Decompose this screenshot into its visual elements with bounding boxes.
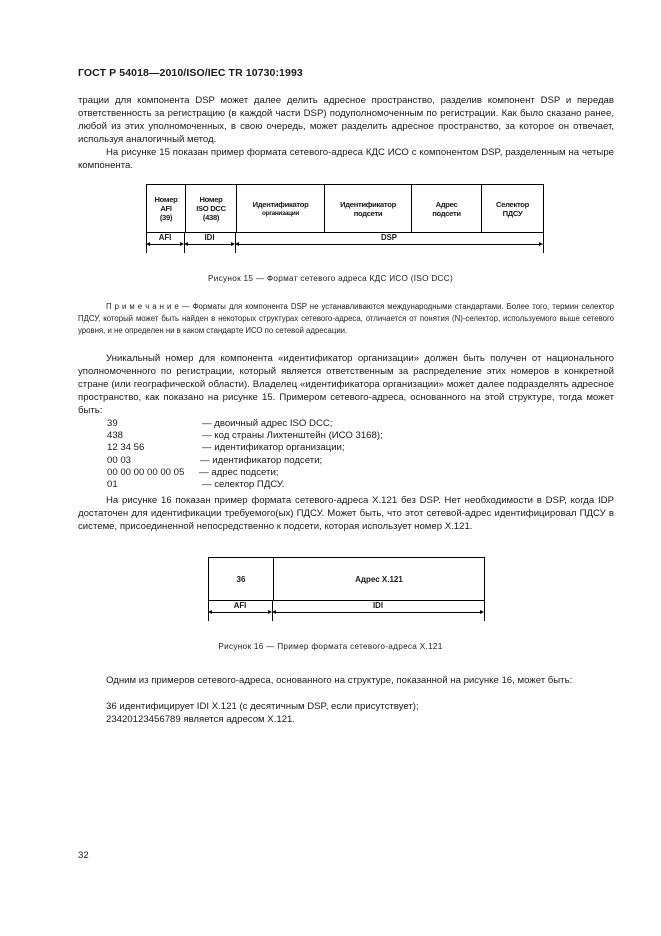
afi-segment [146,233,184,253]
field-organization-id: Идентификатор организации [237,185,325,232]
figure-15-diagram [146,184,544,253]
figure-16-caption: Рисунок 16 — Пример формата сетевого-адреса X.121 [218,642,443,651]
afi-label: AFI [158,233,172,242]
field-subnet-address: Адрес подсети [412,185,482,232]
figure-16-diagram [208,557,485,621]
example-line-idi: 36 идентифицирует IDI X.121 (с десятичным DSP, если присутствует); [106,701,419,712]
field-x121-address: Адрес X.121 [355,574,403,584]
address-format-row [146,184,544,233]
field-afi-number: Номер AFI (39) [147,185,186,232]
dsp-label: DSP [380,233,398,242]
double-arrow-icon [210,612,270,613]
field-nsap-selector: Селектор ПДСУ [496,199,529,218]
idi-segment [272,601,484,621]
document-header: ГОСТ Р 54018—2010/ISO/IEC TR 10730:1993 [78,67,303,79]
afi-label: AFI [233,601,247,610]
paragraph-org-id: Уникальный номер для компонента «идентификатор организации» должен быть получен от национального уполномоченного по регистрации, который является ответственным за распределение этих номеров в конкретной стране (или географической области). Владелец «идентификатора организации» может далее подразделять адресное пространство, как показано на рисунке 15. Примером сетевого-адреса, основанного на этой структуре, тогда может быть: [78,353,614,416]
paragraph-figure15-intro: На рисунке 15 показан пример формата сетевого-адреса КДС ИСО с компонентом DSP, разделенным на четыре компонента. [78,147,614,171]
field-afi-36: 36 [209,558,274,600]
example-line-x121: 23420123456789 является адресом X.121. [106,714,296,725]
dsp-segment [235,233,543,253]
page-number: 32 [78,850,89,861]
bracket-tick [543,233,544,253]
double-arrow-icon [148,244,182,245]
x121-format-row [208,557,485,601]
figure-15-brackets [146,233,544,253]
paragraph-figure16-intro: На рисунке 16 показан пример формата сетевого-адреса X.121 без DSP. Нет необходимости в DSP, когда IDP достаточен для идентификации требуемого(ых) ПДСУ. Может быть, что этот сетевой-адрес идентифицировал ПДСУ в системе, присоединенной непосредственно к подсети, которая использует номер X.121. [78,495,614,532]
bracket-tick [484,601,485,621]
note-paragraph: П р и м е ч а н и е — Форматы для компонента DSP не устанавливаются международными стандартами. Более того, термин селектор ПДСУ, который может быть найден в некоторых структурах сетевого-адреса, отличается от понятия (N)-селектор, используемого выше сетевого уровня, и не определен ни в каком стандарте ИСО по сетевой адресации. [78,302,614,335]
idi-label: IDI [373,601,383,610]
field-subnet-id: Идентификатор подсети [325,185,412,232]
figure-15-caption: Рисунок 15 — Формат сетевого адреса КДС ИСО (ISO DCC) [208,274,453,283]
afi-segment [208,601,272,621]
field-iso-dcc-number: Номер ISO DCC (438) [186,185,237,232]
double-arrow-icon [186,244,233,245]
double-arrow-icon [274,612,482,613]
idi-label: IDI [204,233,215,242]
idi-segment [184,233,235,253]
paragraph-continued: трации для компонента DSP может далее делить адресное пространство, разделив компонент DSP и передав ответственность за регистрацию (в каждой части DSP) подуполномоченным по регистрации. Как было сказано ранее, любой из этих уполномоченных, в свою очередь, может разделить адресное пространство, за которое он отвечает, используя аналогичный метод. [78,95,614,145]
double-arrow-icon [237,244,541,245]
paragraph-example-intro: Одним из примеров сетевого-адреса, основанного на структуре, показанной на рисунке 16, может быть: [106,675,573,686]
figure-16-brackets [208,601,485,621]
